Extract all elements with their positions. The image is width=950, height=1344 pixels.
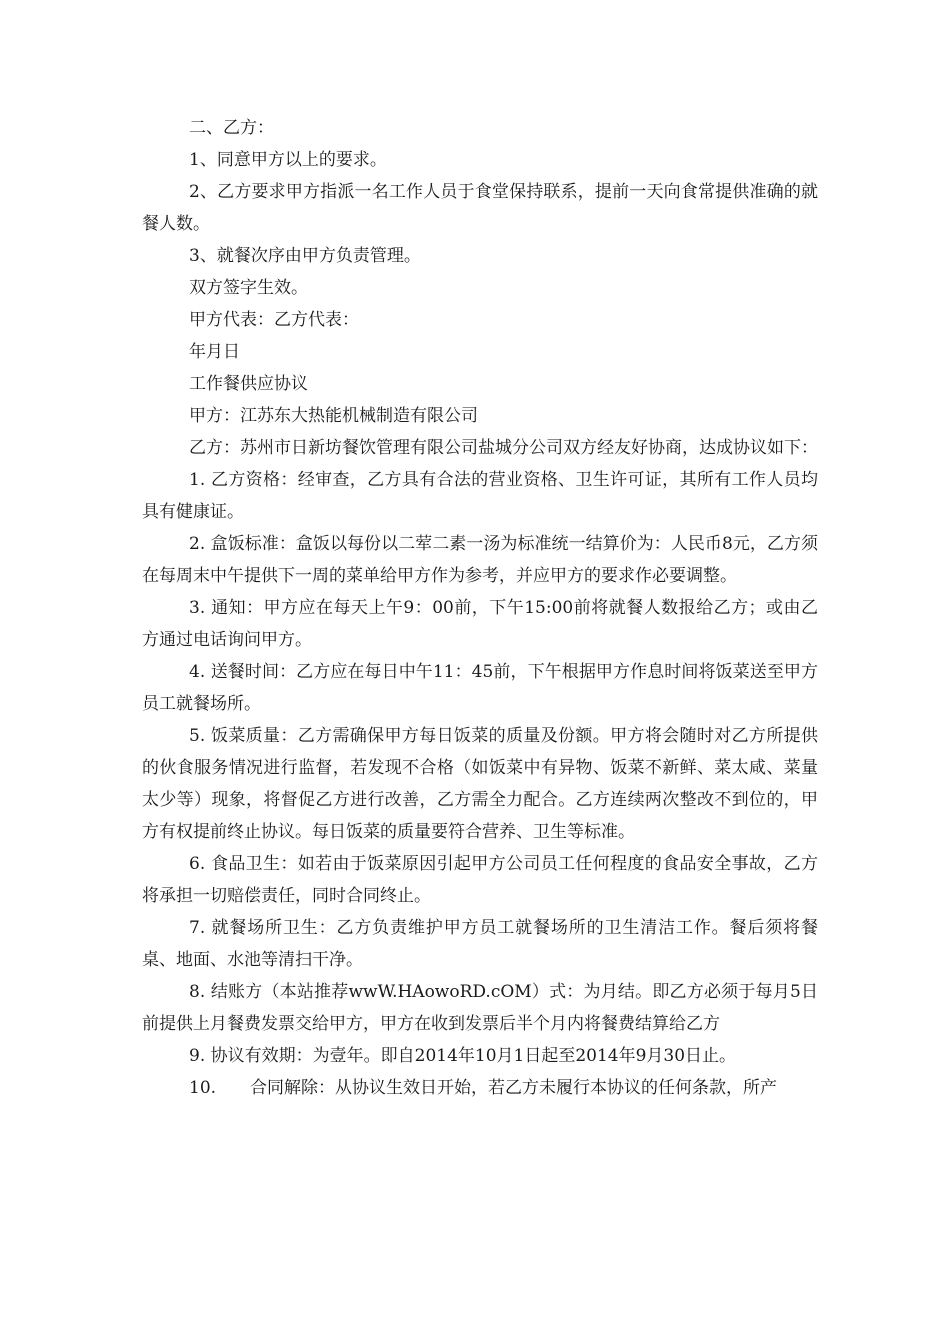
clause-9: 9. 协议有效期：为壹年。即自2014年10月1日起至2014年9月30日止。 <box>189 1046 737 1066</box>
clause-10: 10. 合同解除：从协议生效日开始，若乙方未履行本协议的任何条款，所产 <box>189 1078 778 1098</box>
paragraph-b-1: 1、同意甲方以上的要求。 <box>189 150 387 170</box>
clause-2: 2. 盒饭标准：盒饭以每份以二荤二素一汤为标准统一结算价为：人民币8元，乙方须在每周末中午提供下一周的菜单给甲方作为参考，并应甲方的要求作必要调整。 <box>142 534 818 586</box>
section-heading-party-b: 二、乙方： <box>189 118 274 138</box>
clause-5: 5. 饭菜质量：乙方需确保甲方每日饭菜的质量及份额。甲方将会随时对乙方所提供的伙食服务情况进行监督，若发现不合格（如饭菜中有异物、饭菜不新鲜、菜太咸、菜量太少等）现象，将督促乙方进行改善，乙方需全力配合。乙方连续两次整改不到位的，甲方有权提前终止协议。每日饭菜的质量要符合营养、卫生等标准。 <box>142 726 818 842</box>
paragraph-date: 年月日 <box>189 342 240 362</box>
paragraph-b-2: 2、乙方要求甲方指派一名工作人员于食堂保持联系，提前一天向食常提供准确的就餐人数。 <box>142 182 818 234</box>
clause-1: 1. 乙方资格：经审查，乙方具有合法的营业资格、卫生许可证，其所有工作人员均具有健康证。 <box>142 470 818 522</box>
document-page <box>142 112 818 1104</box>
clause-6: 6. 食品卫生：如若由于饭菜原因引起甲方公司员工任何程度的食品安全事故，乙方将承担一切赔偿责任，同时合同终止。 <box>142 854 818 906</box>
clause-4: 4. 送餐时间：乙方应在每日中午11：45前，下午根据甲方作息时间将饭菜送至甲方员工就餐场所。 <box>142 662 818 714</box>
party-a-line: 甲方：江苏东大热能机械制造有限公司 <box>189 406 478 426</box>
paragraph-b-3: 3、就餐次序由甲方负责管理。 <box>189 246 421 266</box>
paragraph-representatives: 甲方代表：乙方代表： <box>189 310 359 330</box>
clause-3: 3. 通知：甲方应在每天上午9：00前，下午15:00前将就餐人数报给乙方；或由乙方通过电话询问甲方。 <box>142 598 818 650</box>
clause-8: 8. 结账方（本站推荐wwW.HAowoRD.cOM）式：为月结。即乙方必须于每月5日前提供上月餐费发票交给甲方，甲方在收到发票后半个月内将餐费结算给乙方 <box>142 982 818 1034</box>
agreement-title: 工作餐供应协议 <box>189 374 308 394</box>
paragraph-signing: 双方签字生效。 <box>189 278 308 298</box>
clause-7: 7. 就餐场所卫生：乙方负责维护甲方员工就餐场所的卫生清洁工作。餐后须将餐桌、地面、水池等清扫干净。 <box>142 918 818 970</box>
party-b-line: 乙方：苏州市日新坊餐饮管理有限公司盐城分公司双方经友好协商，达成协议如下： <box>189 438 818 458</box>
